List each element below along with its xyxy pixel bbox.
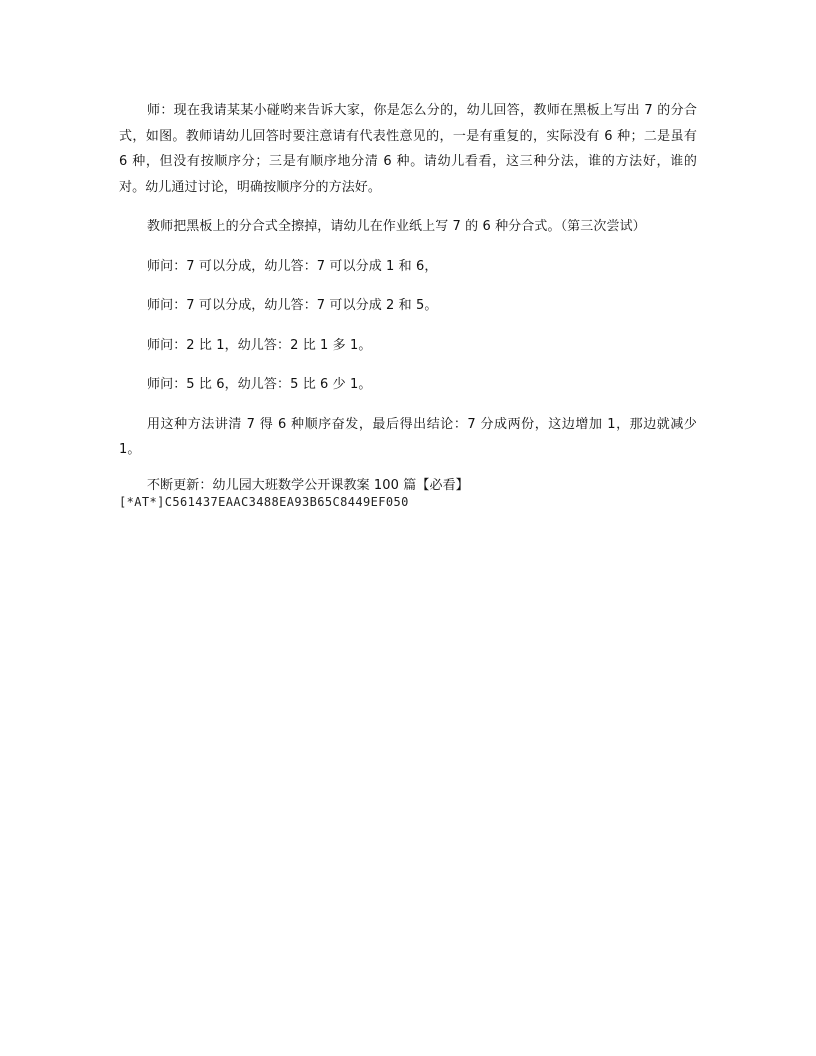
paragraph-dialogue-3: 师问：2 比 1，幼儿答：2 比 1 多 1。 bbox=[147, 337, 372, 353]
paragraph-conclusion: 用这种方法讲清 7 得 6 种顺序奋发，最后得出结论：7 分成两份，这边增加 1，那边就减少 1。 bbox=[119, 416, 697, 457]
paragraph-dialogue-1: 师问：7 可以分成，幼儿答：7 可以分成 1 和 6， bbox=[147, 258, 438, 274]
update-notice: 不断更新：幼儿园大班数学公开课教案 100 篇【必看】 bbox=[147, 477, 469, 493]
paragraph-dialogue-2: 师问：7 可以分成，幼儿答：7 可以分成 2 和 5。 bbox=[147, 298, 438, 313]
paragraph-erase-blackboard: 教师把黑板上的分合式全擦掉，请幼儿在作业纸上写 7 的 6 种分合式。（第三次尝试） bbox=[147, 219, 646, 234]
paragraph-dialogue-4: 师问：5 比 6，幼儿答：5 比 6 少 1。 bbox=[147, 377, 372, 392]
paragraph-teacher-explains: 师：现在我请某某小碰哟来告诉大家，你是怎么分的，幼儿回答，教师在黑板上写出 7 的分合式，如图。教师请幼儿回答时要注意请有代表性意见的，一是有重复的，实际没有 6 种；二是虽有 6 种，但没有按顺序分；三是有顺序地分清 6 种。请幼儿看看，这三种分法，谁的方法好，谁的对。幼儿通过讨论，明确按顺序分的方法好。 bbox=[119, 103, 697, 195]
document-code: [*AT*]C561437EAAC3488EA93B65C8449EF050 bbox=[119, 494, 409, 509]
document-body bbox=[119, 98, 697, 511]
